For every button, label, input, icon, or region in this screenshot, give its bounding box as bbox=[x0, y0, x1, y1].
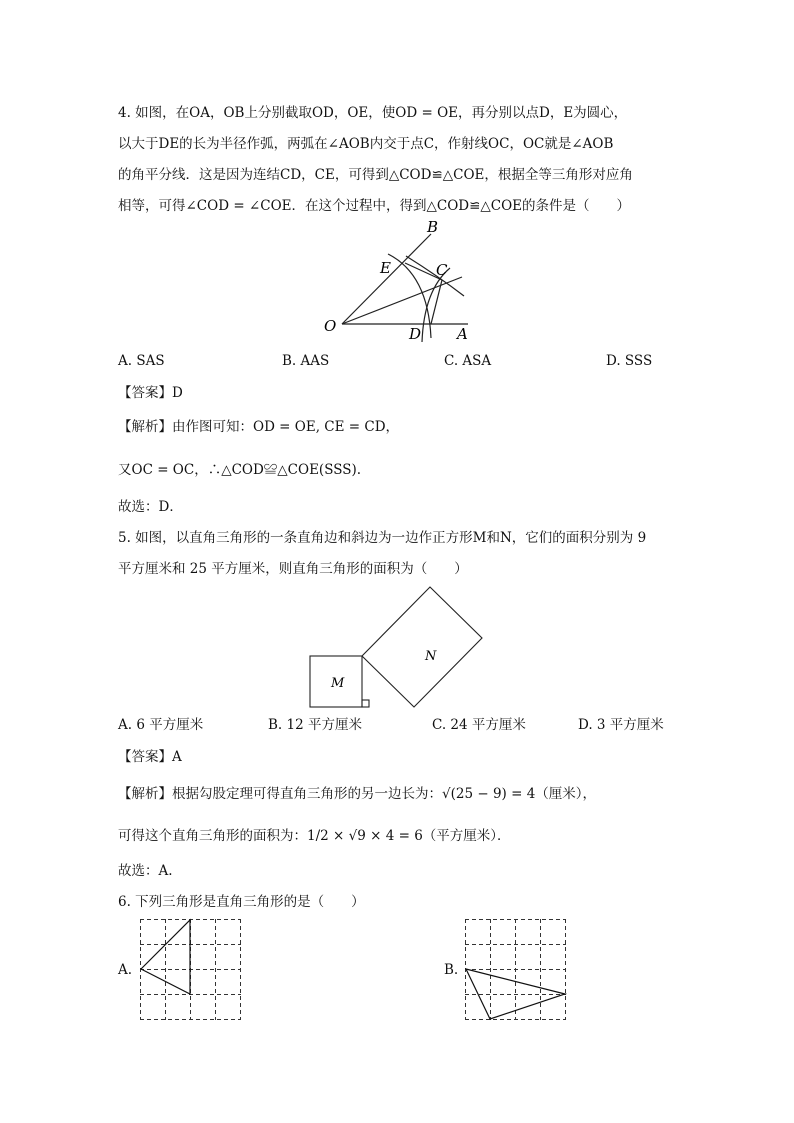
ray-ob bbox=[342, 234, 431, 324]
q4-line-2: 以大于DE的长为半径作弧，两弧在∠AOB内交于点C，作射线OC，OC就是∠AOB bbox=[118, 136, 614, 152]
label-b: B bbox=[427, 218, 439, 236]
q4-choice: 故选：D． bbox=[118, 499, 183, 515]
q5-analysis-2: 可得这个直角三角形的面积为：1/2 × √9 × 4 = 6（平方厘米）． bbox=[118, 828, 511, 844]
grid-triangle-b bbox=[465, 919, 567, 1021]
angle-bisector-figure bbox=[310, 220, 490, 345]
label-c: C bbox=[436, 261, 448, 279]
q4-line-1: 4. 如图，在OA，OB上分别截取OD，OE，使OD = OE，再分别以点D，E为圆心， bbox=[118, 105, 628, 121]
square-n bbox=[362, 587, 482, 707]
q5-line-2: 平方厘米和 25 平方厘米，则直角三角形的面积为（ ） bbox=[118, 561, 468, 577]
right-angle-mark bbox=[362, 700, 369, 707]
q5-line-1: 5. 如图，以直角三角形的一条直角边和斜边为一边作正方形M和N，它们的面积分别为 9 bbox=[118, 530, 647, 546]
q5-analysis-1: 【解析】根据勾股定理可得直角三角形的另一边长为：√(25 − 9) = 4（厘米）， bbox=[118, 786, 597, 802]
q6-option-a-label: A. bbox=[118, 962, 133, 978]
q4-analysis-2: 又OC = OC，∴△COD≌△COE(SSS). bbox=[118, 462, 362, 478]
q5-option-a: A. 6 平方厘米 bbox=[118, 717, 204, 733]
q5-option-c: C. 24 平方厘米 bbox=[432, 717, 526, 733]
grid-triangle-a bbox=[140, 919, 242, 1021]
label-a: A bbox=[457, 325, 468, 343]
label-n: N bbox=[425, 649, 437, 664]
q5-choice: 故选：A. bbox=[118, 863, 173, 879]
q4-line-3: 的角平分线．这是因为连结CD，CE，可得到△COD≌△COE，根据全等三角形对应角 bbox=[118, 167, 633, 183]
q4-answer: 【答案】D bbox=[118, 385, 183, 401]
q5-option-b: B. 12 平方厘米 bbox=[268, 717, 362, 733]
label-m: M bbox=[331, 676, 345, 691]
q4-option-d: D. SSS bbox=[606, 353, 653, 369]
q5-answer: 【答案】A bbox=[118, 749, 182, 765]
label-o: O bbox=[324, 317, 337, 335]
label-e: E bbox=[380, 259, 391, 277]
q6-option-b-label: B. bbox=[444, 962, 459, 978]
q5-option-d: D. 3 平方厘米 bbox=[578, 717, 664, 733]
pythagoras-squares-figure bbox=[305, 585, 487, 710]
arc-from-e bbox=[406, 256, 464, 296]
label-d: D bbox=[409, 325, 422, 343]
ray-oc bbox=[342, 277, 462, 324]
q4-line-4: 相等，可得∠COD = ∠COE．在这个过程中，得到△COD≌△COE的条件是（ ） bbox=[118, 198, 631, 214]
q4-option-b: B. AAS bbox=[282, 353, 330, 369]
q6-line-1: 6. 下列三角形是直角三角形的是（ ） bbox=[118, 894, 365, 910]
q4-option-a: A. SAS bbox=[118, 353, 165, 369]
q4-analysis-1: 【解析】由作图可知：OD = OE, CE = CD， bbox=[118, 419, 400, 435]
q4-option-c: C. ASA bbox=[444, 353, 492, 369]
